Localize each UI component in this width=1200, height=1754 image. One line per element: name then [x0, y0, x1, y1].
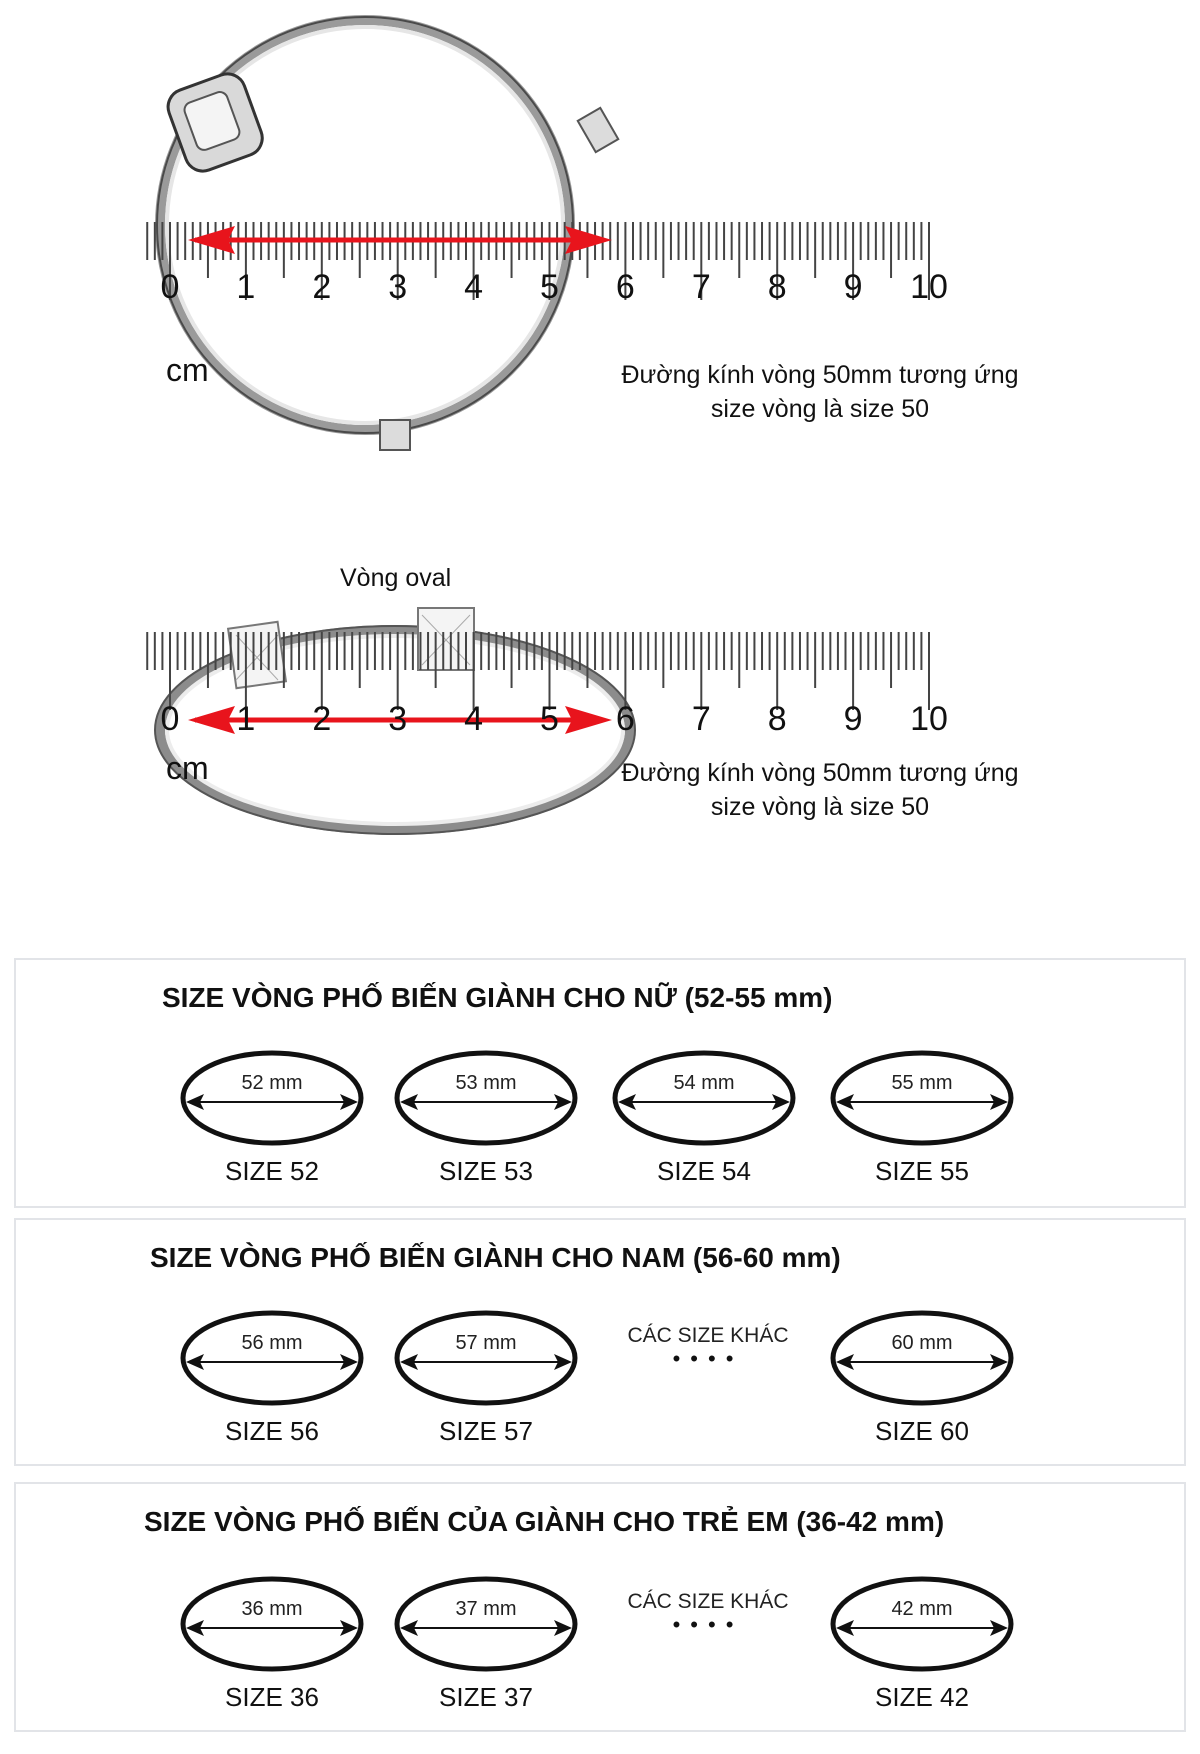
size-label: SIZE 60 — [875, 1416, 969, 1446]
other-sizes-label: CÁC SIZE KHÁC — [627, 1324, 789, 1347]
ellipsis-dots-icon: •••• — [672, 1612, 744, 1637]
arrow-right-icon — [565, 706, 612, 734]
unit-label-cm: cm — [166, 352, 209, 388]
ruler-tick-label: 9 — [843, 268, 863, 306]
ruler-tick-label: 4 — [464, 268, 484, 306]
ring-size-56: 56 mm — [180, 1310, 364, 1406]
arrow-left-icon — [188, 706, 235, 734]
ring-size-57: 57 mm — [394, 1310, 578, 1406]
ruler-tick-label: 6 — [615, 268, 635, 306]
panel-title: SIZE VÒNG PHỐ BIẾN GIÀNH CHO NAM (56-60 mm) — [150, 1242, 841, 1273]
size-panel-men — [14, 1218, 1186, 1466]
size-label: SIZE 37 — [439, 1682, 533, 1712]
size-label: SIZE 52 — [225, 1156, 319, 1186]
ring-size-54: 54 mm — [612, 1050, 796, 1146]
ruler-tick-label: 10 — [910, 700, 948, 738]
ruler-tick-label: 8 — [767, 268, 787, 306]
ring-size-37: 37 mm — [394, 1576, 578, 1672]
size-label: SIZE 42 — [875, 1682, 969, 1712]
panel-title: SIZE VÒNG PHỐ BIẾN CỦA GIÀNH CHO TRẺ EM (36-42 mm) — [144, 1506, 945, 1537]
unit-label-cm: cm — [166, 750, 209, 786]
round-bangle-diagram — [0, 0, 1200, 460]
size-panel-children — [14, 1482, 1186, 1732]
oval-bangle-illustration — [0, 540, 1200, 930]
ruler-tick-label: 3 — [388, 700, 408, 738]
ruler-tick-label: 7 — [691, 700, 711, 738]
ruler-tick-label: 2 — [312, 700, 332, 738]
size-panel-women — [14, 958, 1186, 1208]
ruler-tick-label: 7 — [691, 268, 711, 306]
ruler-tick-label: 1 — [236, 700, 256, 738]
ruler-tick-label: 5 — [540, 268, 559, 306]
ruler-tick-label: 2 — [312, 268, 332, 306]
ruler-tick-label: 0 — [160, 268, 180, 306]
size-label: SIZE 36 — [225, 1682, 319, 1712]
ruler-tick-label: 3 — [388, 268, 408, 306]
ruler-tick-label: 5 — [540, 700, 559, 738]
size-label: SIZE 56 — [225, 1416, 319, 1446]
ruler-ticks — [147, 222, 929, 300]
ruler-tick-label: 4 — [464, 700, 484, 738]
ruler-tick-label: 10 — [910, 268, 948, 306]
size-label: SIZE 53 — [439, 1156, 533, 1186]
ring-size-52: 52 mm — [180, 1050, 364, 1146]
arrow-right-icon — [565, 226, 612, 254]
diameter-caption: Đường kính vòng 50mm tương ứng size vòng là size 50 — [621, 759, 1019, 821]
ruler-tick-label: 9 — [843, 700, 863, 738]
diameter-caption: Đường kính vòng 50mm tương ứng size vòng là size 50 — [621, 361, 1019, 423]
ruler-tick-label: 0 — [160, 700, 180, 738]
ring-size-42: 42 mm — [830, 1576, 1014, 1672]
oval-title: Vòng oval — [340, 564, 452, 592]
panel-title: SIZE VÒNG PHỐ BIẾN GIÀNH CHO NỮ (52-55 mm) — [162, 982, 833, 1013]
ring-size-55: 55 mm — [830, 1050, 1014, 1146]
ring-size-60: 60 mm — [830, 1310, 1014, 1406]
ellipsis-dots-icon: •••• — [672, 1346, 744, 1371]
ring-size-36: 36 mm — [180, 1576, 364, 1672]
ruler-tick-label: 6 — [615, 700, 635, 738]
other-sizes-label: CÁC SIZE KHÁC — [627, 1590, 789, 1613]
size-label: SIZE 57 — [439, 1416, 533, 1446]
ring-size-53: 53 mm — [394, 1050, 578, 1146]
size-label: SIZE 55 — [875, 1156, 969, 1186]
ruler-tick-label: 8 — [767, 700, 787, 738]
oval-bangle-diagram — [0, 540, 1200, 930]
ruler-tick-label: 1 — [236, 268, 256, 306]
arrow-left-icon — [188, 226, 235, 254]
size-label: SIZE 54 — [657, 1156, 751, 1186]
